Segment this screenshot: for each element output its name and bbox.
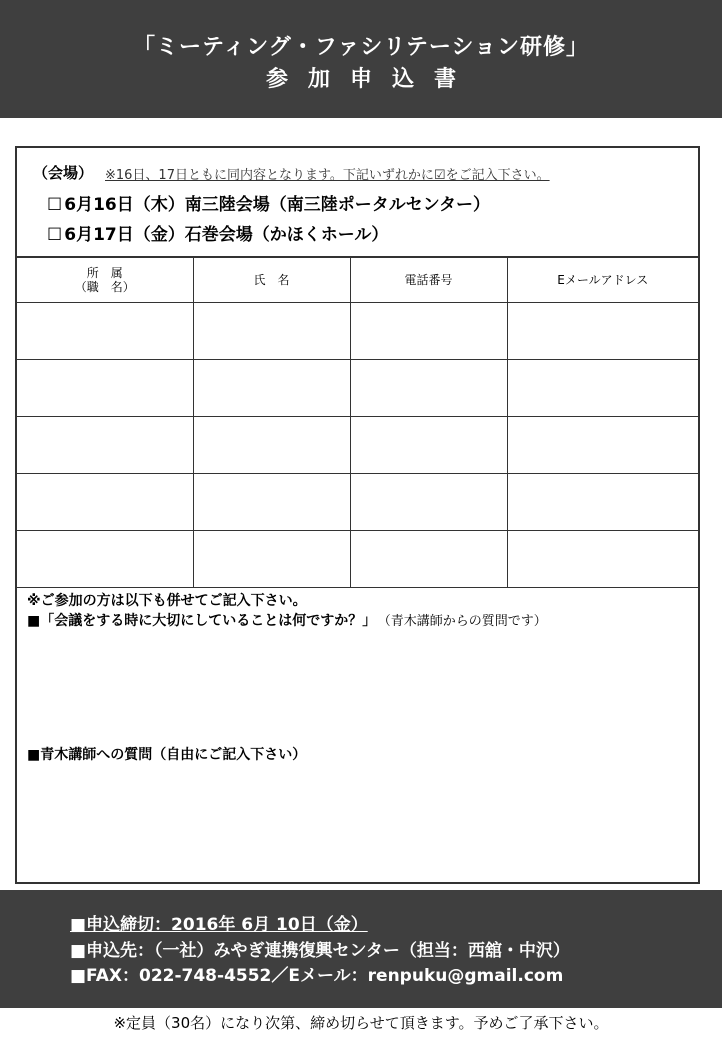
input-cell[interactable] — [350, 360, 507, 417]
input-cell[interactable] — [17, 474, 193, 531]
header-line: 氏 名 — [253, 273, 290, 287]
deadline-line — [70, 910, 368, 935]
fax-email-line[interactable]: ■FAX：022-748-4552／Eメール：renpuku@gmail.com — [70, 966, 564, 986]
column-header-affiliation — [17, 257, 193, 303]
table-row — [17, 417, 698, 474]
input-cell[interactable] — [350, 303, 507, 360]
capacity-note: ※定員（30名）になり次第、締め切らせて頂きます。予めご了承下さい。 — [113, 1014, 609, 1032]
table-row — [17, 303, 698, 360]
contact-line: ■申込先：（一社）みやぎ連携復興センター（担当：西舘・中沢） — [70, 941, 570, 961]
page-header — [0, 0, 722, 118]
input-cell[interactable] — [193, 417, 350, 474]
checkbox-icon[interactable]: ☐ — [47, 195, 63, 215]
question-2[interactable]: ■青木講師への質問（自由にご記入下さい） — [27, 747, 307, 763]
input-cell[interactable] — [193, 360, 350, 417]
input-cell[interactable] — [193, 474, 350, 531]
form-subtitle: 参加申込書 — [265, 67, 476, 92]
application-form — [15, 146, 700, 884]
contact-footer — [0, 890, 722, 1008]
table-header-row — [17, 257, 698, 303]
input-cell[interactable] — [350, 474, 507, 531]
form-title: 「ミーティング・ファシリテーション研修」 — [132, 35, 590, 60]
input-cell[interactable] — [17, 531, 193, 588]
deadline-text: ■申込締切：2016年 6月 10日（金） — [70, 915, 368, 935]
input-cell[interactable] — [193, 303, 350, 360]
input-cell[interactable] — [507, 360, 698, 417]
checkbox-icon[interactable]: ☐ — [47, 225, 63, 245]
input-cell[interactable] — [17, 303, 193, 360]
input-cell[interactable] — [350, 417, 507, 474]
attendee-table — [17, 256, 698, 588]
table-row — [17, 474, 698, 531]
header-line: （職 名） — [74, 280, 135, 294]
input-cell[interactable] — [507, 417, 698, 474]
table-row — [17, 360, 698, 417]
question-1[interactable] — [27, 610, 547, 630]
venue-option-label: 6月17日（金）石巻会場（かほくホール） — [64, 225, 389, 245]
input-cell[interactable] — [507, 303, 698, 360]
header-line: 電話番号 — [404, 273, 453, 287]
input-cell[interactable] — [507, 474, 698, 531]
question-1-text: ■「会議をする時に大切にしていることは何ですか？」 — [27, 613, 377, 629]
column-header-phone — [350, 257, 507, 303]
input-cell[interactable] — [350, 531, 507, 588]
input-cell[interactable] — [193, 531, 350, 588]
venue-option-ishinomaki[interactable] — [47, 220, 388, 245]
extra-instruction: ※ご参加の方は以下も併せてご記入下さい。 — [27, 593, 307, 609]
venue-option-label: 6月16日（木）南三陸会場（南三陸ポータルセンター） — [64, 195, 491, 215]
input-cell[interactable] — [17, 417, 193, 474]
column-header-email — [507, 257, 698, 303]
table-row — [17, 531, 698, 588]
venue-heading: （会場） — [33, 164, 94, 182]
venue-option-minamisanriku[interactable] — [47, 190, 490, 215]
header-line: Eメールアドレス — [557, 273, 649, 287]
question-1-note: （青木講師からの質問です） — [384, 614, 547, 629]
column-header-name — [193, 257, 350, 303]
input-cell[interactable] — [17, 360, 193, 417]
venue-note: ※16日、17日ともに同内容となります。下記いずれかに☑をご記入下さい。 — [105, 168, 550, 183]
header-line: 所 属 — [86, 266, 123, 280]
input-cell[interactable] — [507, 531, 698, 588]
venue-section — [17, 148, 698, 258]
